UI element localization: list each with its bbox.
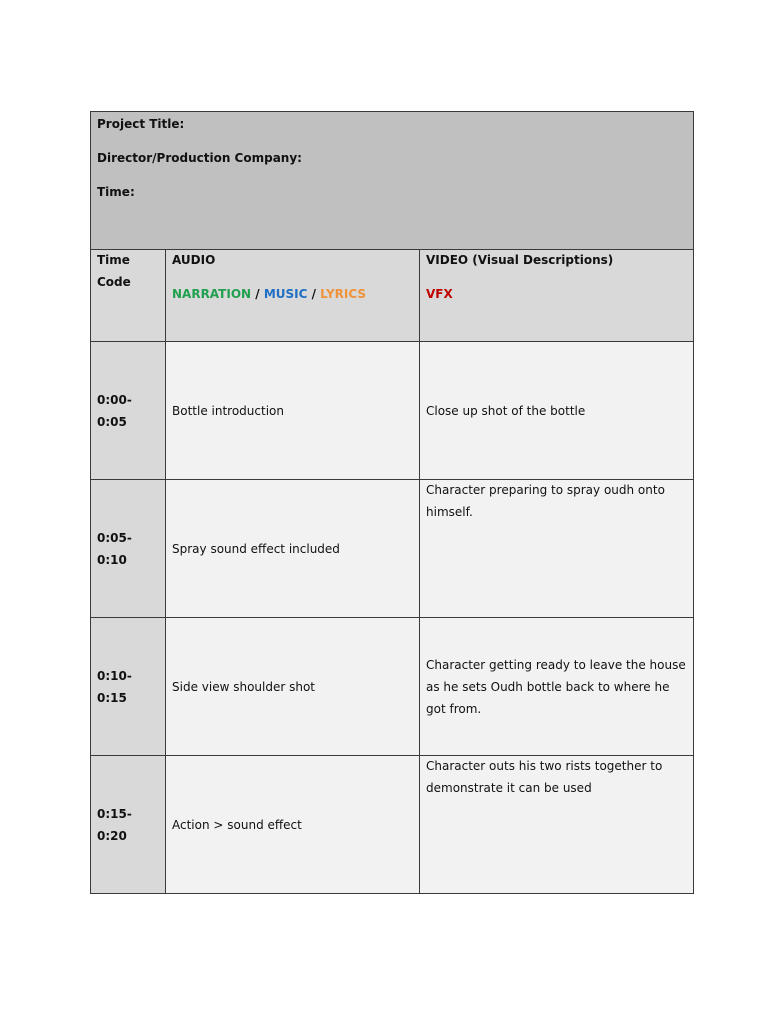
header-row xyxy=(91,112,694,250)
time-label: Time: xyxy=(97,185,135,199)
video-cell: Close up shot of the bottle xyxy=(420,342,694,480)
table-row xyxy=(91,480,694,618)
video-column-header xyxy=(420,250,694,342)
video-text: Character preparing to spray oudh onto himself. xyxy=(426,483,665,519)
timecode-column-header xyxy=(91,250,166,342)
audio-cell: Action > sound effect xyxy=(166,756,420,894)
audio-column-header xyxy=(166,250,420,342)
legend-separator: / xyxy=(307,287,321,301)
audio-legend xyxy=(172,283,413,305)
timecode-cell: 0:00-0:05 xyxy=(91,342,166,480)
narration-legend: NARRATION xyxy=(172,287,252,301)
director-label: Director/Production Company: xyxy=(97,151,302,165)
video-text: Character outs his two rists together to demonstrate it can be used xyxy=(426,759,663,795)
table-row xyxy=(91,342,694,480)
lyrics-legend: LYRICS xyxy=(320,287,367,301)
audio-heading: AUDIO xyxy=(172,253,216,267)
table-row xyxy=(91,618,694,756)
vfx-legend-label: VFX xyxy=(426,287,453,301)
legend-separator: / xyxy=(251,287,264,301)
script-table xyxy=(90,111,694,894)
audio-cell: Bottle introduction xyxy=(166,342,420,480)
vfx-legend xyxy=(426,283,687,305)
music-legend: MUSIC xyxy=(263,287,308,301)
video-cell xyxy=(420,480,694,618)
video-cell: Character getting ready to leave the house as he sets Oudh bottle back to where he got from. xyxy=(420,618,694,756)
audio-cell: Spray sound effect included xyxy=(166,480,420,618)
timecode-cell: 0:15-0:20 xyxy=(91,756,166,894)
project-title-label: Project Title: xyxy=(97,117,185,131)
table-row xyxy=(91,756,694,894)
timecode-heading: Time Code xyxy=(97,253,131,289)
audio-cell: Side view shoulder shot xyxy=(166,618,420,756)
project-header xyxy=(91,112,694,250)
column-header-row xyxy=(91,250,694,342)
timecode-cell: 0:10-0:15 xyxy=(91,618,166,756)
video-heading: VIDEO (Visual Descriptions) xyxy=(426,253,614,267)
timecode-cell: 0:05-0:10 xyxy=(91,480,166,618)
video-cell xyxy=(420,756,694,894)
